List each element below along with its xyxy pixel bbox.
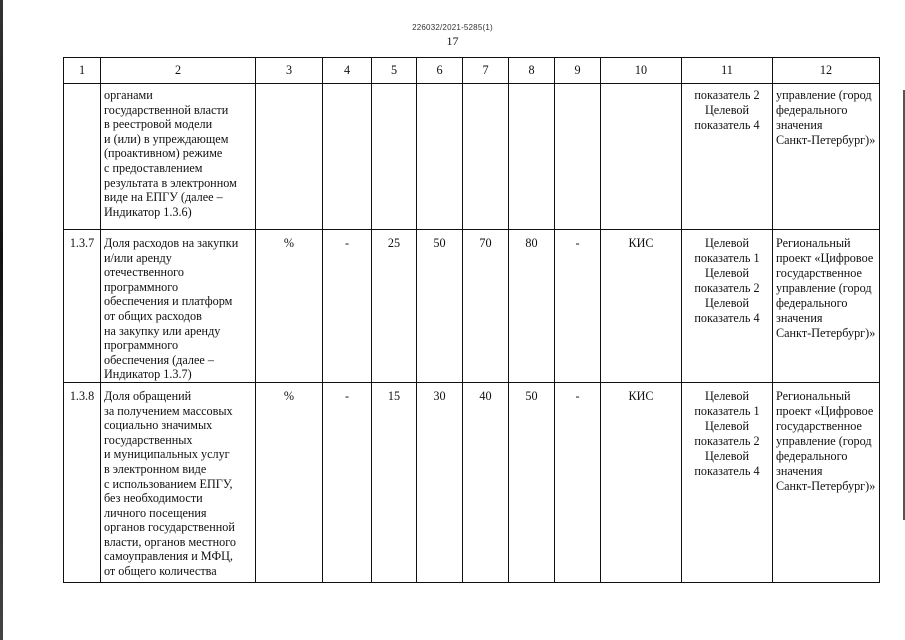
target-indicators-cell [682,84,773,230]
regional-project-line: Санкт-Петербург)» [776,133,876,147]
regional-project-line: Региональный [776,236,851,250]
regional-project-line: управление (город [776,281,872,295]
value-cell: - [323,230,372,383]
indicator-name-line: обеспечения и платформ [104,294,233,309]
row-number-cell: 1.3.7 [64,230,101,383]
value-cell [555,84,601,230]
indicator-name-cell [101,84,256,230]
source-cell: КИС [601,230,682,383]
regional-project-line: федерального [776,103,848,117]
value-cell: 80 [509,230,555,383]
value-cell: - [323,382,372,582]
table-row [64,230,880,383]
indicator-name-line: от общего количества [104,564,217,579]
target-indicator-line: показатель 4 [694,118,760,132]
regional-project-line: управление (город [776,433,872,448]
indicator-name-line: Доля обращений [104,388,192,403]
page-number: 17 [446,34,459,48]
indicator-name-line: органами [104,88,153,102]
indicator-name-line: от общих расходов [104,308,202,323]
source-cell: КИС [601,382,682,582]
regional-project-line: государственное [776,418,862,433]
column-header: 5 [372,58,417,84]
indicator-name-line: самоуправления и МФЦ, [104,549,233,564]
indicator-name-line: государственных [104,432,193,447]
table-row [64,84,880,230]
document-id: 226032/2021-5285(1) [412,23,493,32]
target-indicators-cell [682,230,773,383]
column-header: 8 [509,58,555,84]
target-indicator-line: Целевой [705,448,749,463]
regional-project-line: проект «Цифровое [776,403,874,418]
value-cell: - [555,382,601,582]
indicator-name-line: личного посещения [104,505,207,520]
value-cell: 40 [463,382,509,582]
header-row [64,58,880,84]
indicator-name-line: программного [104,338,179,353]
indicator-name-line: в реестровой модели [104,117,213,132]
value-cell: 25 [372,230,417,383]
indicator-name-line: Доля расходов на закупки [104,236,239,250]
target-indicator-line: показатель 1 [694,251,760,265]
row-number-cell [64,84,101,230]
column-header: 4 [323,58,372,84]
unit-cell: % [256,382,323,582]
indicator-name-line: с предоставлением [104,160,203,175]
indicator-name-line: социально значимых [104,418,213,433]
indicator-name-line: государственной власти [104,102,229,117]
regional-project-cell [773,382,880,582]
column-header: 12 [773,58,880,84]
value-cell: 30 [417,382,463,582]
target-indicator-line: Целевой [705,418,749,433]
value-cell: 70 [463,230,509,383]
scan-left-edge [0,0,3,640]
indicator-name-cell [101,382,256,582]
indicator-name-line: и муниципальных услуг [104,447,230,462]
indicator-name-line: с использованием ЕПГУ, [104,476,233,491]
indicator-name-line: органов государственной [104,520,235,535]
indicator-name-line: на закупку или аренду [104,323,221,338]
row-number-cell: 1.3.8 [64,382,101,582]
regional-project-line: Санкт-Петербург)» [776,326,876,340]
column-header: 6 [417,58,463,84]
target-indicator-line: показатель 2 [694,433,760,448]
indicator-name-line: результата в электронном [104,175,237,190]
target-indicator-line: Целевой [705,388,749,403]
regional-project-cell [773,230,880,383]
indicator-name-line: Индикатор 1.3.7) [104,367,192,382]
indicator-name-line: программного [104,279,179,294]
value-cell: 50 [417,230,463,383]
target-indicator-line: показатель 4 [694,463,760,478]
value-cell: 15 [372,382,417,582]
regional-project-line: значения [776,311,823,325]
table-row [64,382,880,582]
unit-cell [256,84,323,230]
target-indicator-line: Целевой [705,266,749,280]
column-header: 11 [682,58,773,84]
column-header: 1 [64,58,101,84]
target-indicator-line: показатель 2 [694,88,760,102]
target-indicator-line: Целевой [705,296,749,310]
regional-project-line: значения [776,118,823,132]
value-cell [463,84,509,230]
column-header: 9 [555,58,601,84]
indicator-name-line: в электронном виде [104,461,207,476]
value-cell [372,84,417,230]
indicator-name-line: без необходимости [104,491,203,506]
value-cell [323,84,372,230]
regional-project-line: федерального [776,296,848,310]
value-cell: - [555,230,601,383]
column-header: 7 [463,58,509,84]
indicator-name-line: обеспечения (далее – [104,352,214,367]
regional-project-line: федерального [776,448,848,463]
indicator-name-line: и (или) в упреждающем [104,131,229,146]
unit-cell: % [256,230,323,383]
target-indicator-line: показатель 1 [694,403,760,418]
target-indicator-line: показатель 4 [694,311,760,325]
indicator-name-line: и/или аренду [104,250,172,265]
indicator-name-line: власти, органов местного [104,534,237,549]
indicator-name-line: виде на ЕПГУ (далее – [104,190,223,205]
value-cell [509,84,555,230]
regional-project-line: проект «Цифровое [776,251,874,265]
regional-project-line: значения [776,463,823,478]
regional-project-line: Региональный [776,388,851,403]
regional-project-cell [773,84,880,230]
indicator-name-line: Индикатор 1.3.6) [104,204,192,219]
regional-project-line: государственное [776,266,862,280]
target-indicators-cell [682,382,773,582]
target-indicator-line: Целевой [705,236,749,250]
value-cell [417,84,463,230]
target-indicator-line: показатель 2 [694,281,760,295]
indicator-name-line: отечественного [104,265,184,280]
regional-project-line: управление (город [776,88,872,102]
indicators-table [63,57,880,583]
column-header: 2 [101,58,256,84]
regional-project-line: Санкт-Петербург)» [776,478,876,493]
column-header: 3 [256,58,323,84]
indicator-name-cell [101,230,256,383]
target-indicator-line: Целевой [705,103,749,117]
value-cell: 50 [509,382,555,582]
source-cell [601,84,682,230]
indicator-name-line: (проактивном) режиме [104,146,223,161]
indicator-name-line: за получением массовых [104,403,233,418]
column-header: 10 [601,58,682,84]
